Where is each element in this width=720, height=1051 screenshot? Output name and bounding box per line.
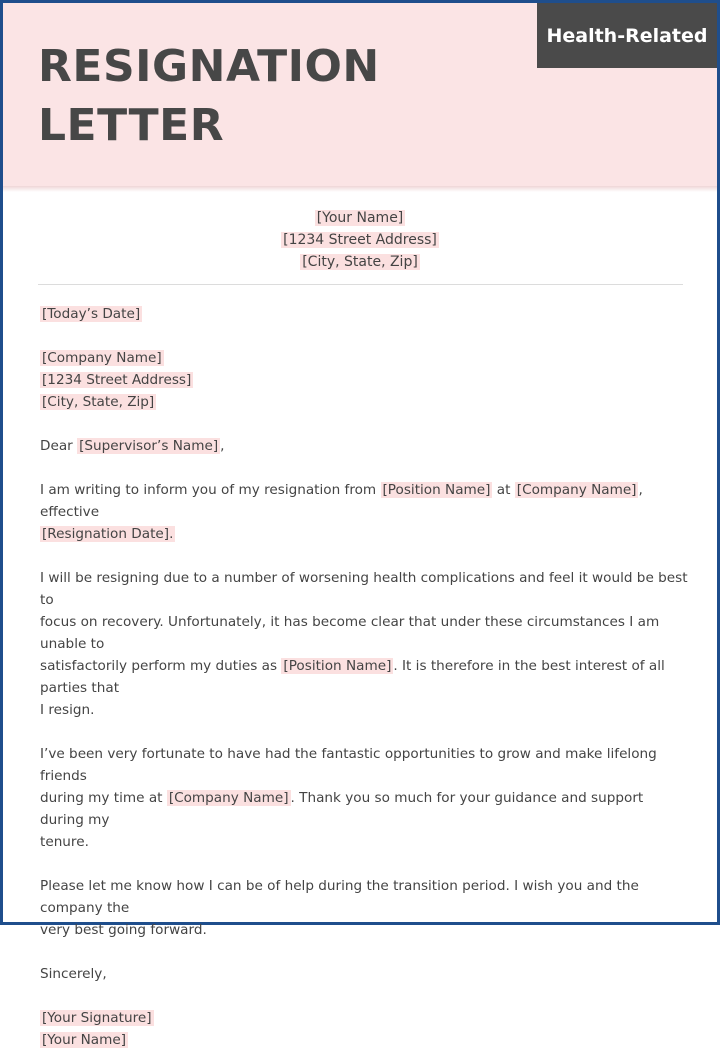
signature-block: [40, 1007, 688, 1051]
date-block: [40, 303, 688, 325]
p3-line-1: I’ve been very fortunate to have had the fantastic opportunities to grow and make lifelong friends: [40, 746, 657, 784]
title-line-2: LETTER: [38, 100, 225, 151]
supervisor-name: [Supervisor’s Name]: [79, 438, 219, 454]
recipient-block: [40, 347, 688, 413]
p3-company: [Company Name]: [168, 790, 289, 806]
category-badge: Health-Related: [537, 3, 717, 68]
title-line-1: RESIGNATION: [38, 41, 380, 92]
sender-address: [1234 Street Address]: [283, 232, 437, 248]
p4-line-1: Please let me know how I can be of help during the transition period. I wish you and the company the: [40, 878, 639, 916]
p2-line-1: I will be resigning due to a number of worsening health complications and feel it would be best to: [40, 570, 688, 608]
p2-position: [Position Name]: [283, 658, 392, 674]
p2-line-2: focus on recovery. Unfortunately, it has become clear that under these circumstances I am unable to: [40, 614, 660, 652]
p3-text-1: during my time at: [40, 790, 167, 806]
p3-text-2: . Thank you so much for your guidance and support during my: [40, 790, 644, 828]
closing: Sincerely,: [40, 966, 107, 982]
paragraph-3: [40, 743, 688, 853]
paragraph-1: [40, 479, 688, 545]
letter-date: [Today’s Date]: [42, 306, 141, 322]
p4-line-2: very best going forward.: [40, 922, 207, 938]
p1-company: [Company Name]: [516, 482, 637, 498]
p1-text-2: at: [492, 482, 515, 498]
p2-text-1: satisfactorily perform my duties as: [40, 658, 282, 674]
sender-city: [City, State, Zip]: [302, 254, 418, 270]
recipient-company: [Company Name]: [42, 350, 162, 366]
paragraph-4: [40, 875, 688, 941]
recipient-address: [1234 Street Address]: [42, 372, 192, 388]
p1-text-3: , effective: [40, 482, 643, 520]
p3-line-3: tenure.: [40, 834, 89, 850]
signature-placeholder: [Your Signature]: [42, 1010, 152, 1026]
resignation-date: [Resignation Date].: [42, 526, 174, 542]
signer-name: [Your Name]: [42, 1032, 127, 1048]
greeting-prefix: Dear: [40, 438, 78, 454]
recipient-city: [City, State, Zip]: [42, 394, 155, 410]
page-title: [38, 37, 380, 155]
letter-header: [3, 3, 717, 186]
p2-text-2: . It is therefore in the best interest of all parties that: [40, 658, 665, 696]
paragraph-2: [40, 567, 688, 721]
p1-position: [Position Name]: [382, 482, 491, 498]
divider: [38, 284, 683, 285]
p1-text-1: I am writing to inform you of my resignation from: [40, 482, 381, 498]
letter-body: [40, 303, 688, 1051]
p2-line-4: I resign.: [40, 702, 95, 718]
greeting-suffix: ,: [220, 438, 225, 454]
sender-name: [Your Name]: [316, 210, 404, 226]
greeting: [40, 435, 688, 457]
sender-block: [3, 207, 717, 273]
